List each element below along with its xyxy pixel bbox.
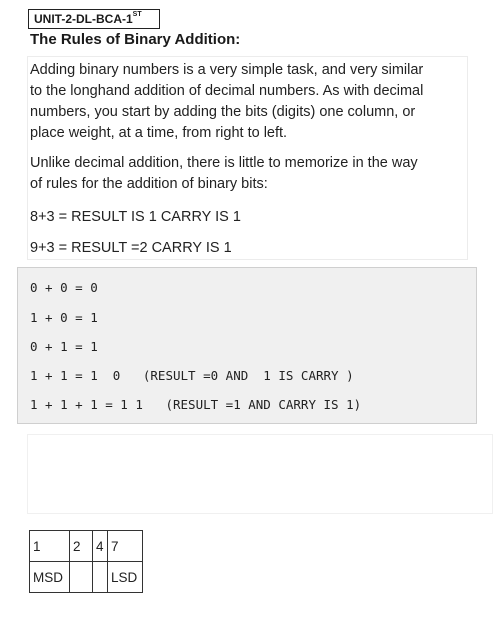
code-line: 0 + 0 = 0 <box>30 280 98 295</box>
table-row <box>30 531 143 562</box>
table-cell: MSD <box>30 562 70 593</box>
paragraph-line: place weight, at a time, from right to left. <box>30 125 288 141</box>
code-line: 0 + 1 = 1 <box>30 339 98 354</box>
unit-header-label <box>28 9 160 29</box>
code-line: 1 + 1 + 1 = 1 1 (RESULT =1 AND CARRY IS 1) <box>30 397 362 412</box>
paragraph-intro <box>30 60 470 144</box>
table-cell: LSD <box>108 562 143 593</box>
example-line-2: 9+3 = RESULT =2 CARRY IS 1 <box>30 240 232 256</box>
code-line: 1 + 0 = 1 <box>30 310 98 325</box>
paragraph-line: of rules for the addition of binary bits: <box>30 176 268 192</box>
table-cell: 2 <box>70 531 93 562</box>
table-cell <box>93 562 108 593</box>
paragraph-rules-intro <box>30 153 470 195</box>
unit-code: UNIT-2-DL-BCA-1 <box>34 12 133 26</box>
paragraph-line: Adding binary numbers is a very simple task, and very similar <box>30 62 424 78</box>
paragraph-line: numbers, you start by adding the bits (digits) one column, or <box>30 104 416 120</box>
section-title: The Rules of Binary Addition: <box>30 31 241 48</box>
table-cell <box>70 562 93 593</box>
table-cell: 1 <box>30 531 70 562</box>
place-value-table <box>29 530 143 593</box>
table-cell: 7 <box>108 531 143 562</box>
unit-superscript: ST <box>132 11 142 18</box>
paragraph-line: Unlike decimal addition, there is little to memorize in the way <box>30 155 418 171</box>
table-row <box>30 562 143 593</box>
paragraph-line: to the longhand addition of decimal numbers. As with decimal <box>30 83 424 99</box>
code-line: 1 + 1 = 1 0 (RESULT =0 AND 1 IS CARRY ) <box>30 368 354 383</box>
example-line-1: 8+3 = RESULT IS 1 CARRY IS 1 <box>30 209 241 225</box>
table-cell: 4 <box>93 531 108 562</box>
empty-frame <box>27 434 493 514</box>
